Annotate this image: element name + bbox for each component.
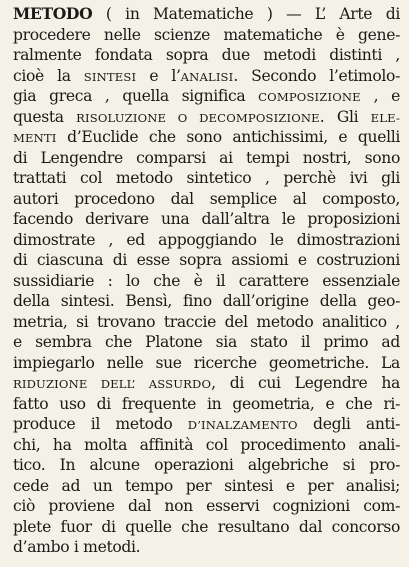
text-line [13,4,400,25]
text-run: . Secondo l’etimolo- [233,66,400,85]
text-line [13,537,400,558]
text-run: plete fuor di quelle che resultano dal concorso [13,517,400,536]
text-run: ralmente fondata sopra due metodi distinti , [13,46,400,64]
text-run: tico. In alcune operazioni algebriche si pro- [13,456,400,474]
text-run: ( in Matematiche ) — L’ Arte di [92,5,400,23]
text-line [13,476,400,497]
text-run: . Gli [319,107,371,126]
text-run: impiegarlo nelle sue ricerche geometriche. La [13,353,400,372]
small-caps-term: ELE- [370,110,401,125]
text-run: produce il metodo [13,415,188,433]
entry-headword: METODO [13,4,93,23]
text-run: chi, ha molta affinità col procedimento anali- [13,435,400,454]
text-line [13,517,400,538]
text-run: facendo derivare una dall’altra le proposizioni [13,210,400,228]
text-line [13,209,400,230]
small-caps-term: SINTESI [83,69,137,84]
text-run: cede ad un tempo per sintesi e per analisi; [13,476,400,495]
text-run: e sembra che Platone sia stato il primo ad [13,333,400,351]
text-line [13,107,400,128]
text-run: procedere nelle scienze matematiche è gene- [13,25,400,44]
text-line [13,332,400,353]
small-caps-term: RISOLUZIONE O DECOMPOSIZIONE [76,110,320,125]
text-run: questa [13,107,77,126]
small-caps-term: D’INALZAMENTO [187,418,298,432]
text-line [13,291,400,312]
small-caps-term: ANALISI [180,69,234,84]
text-line [13,373,400,394]
text-run: ciò proviene dal non esservi cognizioni com- [13,497,400,515]
small-caps-term: RIDUZIONE DELL’ ASSURDO [13,377,212,391]
text-run: degli anti- [297,415,400,433]
text-line [13,66,400,87]
text-line [13,148,400,169]
text-run: gia greca , quella significa [13,87,259,105]
text-run: della sintesi. Bensì, fino dall’origine della geo- [13,292,400,310]
text-line [13,271,400,292]
text-run: d’ambo i metodi. [13,538,141,556]
text-run: di Lengendre comparsi ai tempi nostri, sono [13,148,400,167]
text-line [13,230,400,251]
text-line [13,455,400,476]
text-run: fatto uso di frequente in geometria, e che ri- [13,394,400,413]
text-run: e l’ [136,66,181,85]
text-line [13,496,400,517]
text-run: di ciascuna di esse sopra assiomi e costruzioni [13,251,400,269]
text-run: trattati col metodo sintetico , perchè ivi gli [13,169,400,187]
text-line [13,435,400,456]
text-run: metria, si trovano traccie del metodo analitico , [13,312,400,331]
text-line [13,86,400,107]
text-run: autori procedono dal semplice al composto, [13,189,400,208]
text-run: , di cui Legendre ha [211,374,401,392]
text-line [13,414,400,435]
small-caps-term: COMPOSIZIONE [258,90,361,104]
small-caps-term: MENTI [13,131,57,145]
text-line [13,168,400,189]
text-line [13,127,400,148]
text-run: d’Euclide che sono antichissimi, e quelli [56,128,400,146]
text-run: , e [360,87,400,105]
text-line [13,45,400,66]
text-run: sussidiarie : lo che è il carattere essenziale [13,271,400,290]
text-run: cioè la [13,66,84,85]
dictionary-entry-metodo [13,4,400,558]
text-line [13,394,400,415]
text-line [13,25,400,46]
text-run: dimostrate , ed appoggiando le dimostrazioni [13,230,400,249]
text-line [13,250,400,271]
text-line [13,189,400,210]
text-line [13,353,400,374]
text-line [13,312,400,333]
